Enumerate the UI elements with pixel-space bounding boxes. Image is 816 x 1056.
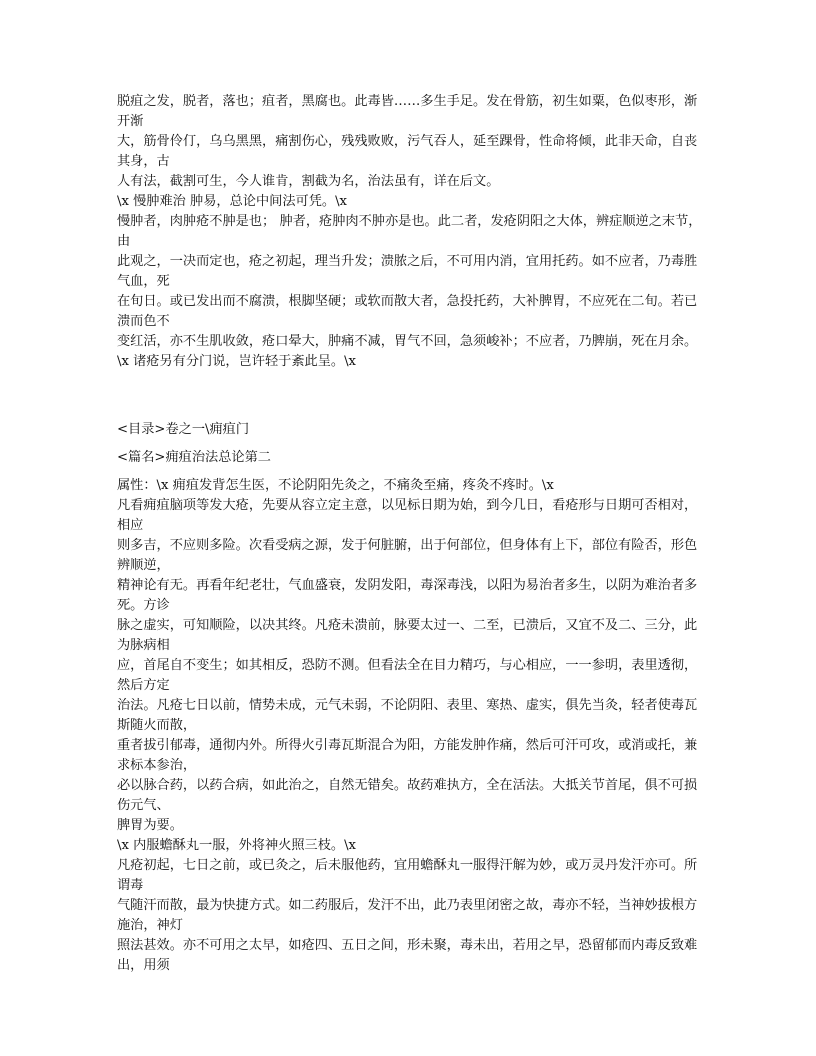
catalog-heading: <目录>卷之一\痈疽门 — [117, 422, 250, 437]
chapter-heading: <篇名>痈疽治法总论第二 — [117, 450, 271, 465]
text-line: 应，首尾自不变生；如其相反，恐防不测。但看法全在目力精巧，与心相应，一一参明，表里透彻，然后方定 — [117, 658, 698, 693]
verse-line: \x 诸疮另有分门说，岂许轻于紊此呈。\x — [117, 354, 356, 369]
text-line: 变红活，亦不生肌收敛，疮口晕大，肿痛不减，胃气不回，急须峻补；不应者，乃脾崩，死在月余。 — [117, 334, 698, 349]
text-line: 则多吉，不应则多险。次看受病之源，发于何脏腑，出于何部位，但身体有上下，部位有险否，形色辨顺逆， — [117, 538, 698, 573]
text-line: 脾胃为要。 — [117, 818, 183, 833]
text-line: 重者拔引郁毒，通彻内外。所得火引毒瓦斯混合为阳，方能发肿作痛，然后可汗可攻，或消或托，兼求标本参治， — [117, 738, 698, 773]
section-tuoju — [117, 92, 703, 372]
attribute-line: 属性：\x 痈疽发背怎生医，不论阴阳先灸之，不痛灸至痛，疼灸不疼时。\x — [117, 478, 554, 493]
text-line: 此观之，一决而定也，疮之初起，理当升发；溃脓之后，不可用内消，宜用托药。如不应者，乃毒胜气血，死 — [117, 254, 698, 289]
text-line: 凡疮初起，七日之前，或已灸之，后未服他药，宜用蟾酥丸一服得汗解为妙，或万灵丹发汗亦可。所谓毒 — [117, 858, 698, 893]
text-line: 脉之虚实，可知顺险，以决其终。凡疮未溃前，脉要太过一、二至，已溃后，又宜不及二、三分，此为脉病相 — [117, 618, 698, 653]
document-page — [117, 92, 703, 976]
text-line: 慢肿者，肉肿疮不肿是也； 肿者，疮肿肉不肿亦是也。此二者，发疮阴阳之大体，辨症顺逆之末节，由 — [117, 214, 702, 249]
section-gap — [117, 372, 703, 420]
text-line: 精神论有无。再看年纪老壮，气血盛衰，发阴发阳，毒深毒浅，以阳为易治者多生，以阴为难治者多死。方诊 — [117, 578, 698, 613]
text-line: 照法甚效。亦不可用之太早，如疮四、五日之间，形未聚，毒未出，若用之早，恐留郁而内毒反致难出，用须 — [117, 938, 698, 973]
text-line: 脱疽之发，脱者，落也；疽者，黑腐也。此毒皆……多生手足。发在骨筋，初生如粟，色似枣形，渐开渐 — [117, 94, 698, 129]
text-line: 凡看痈疽脑项等发大疮，先要从容立定主意，以见标日期为始，到今几日，看疮形与日期可否相对，相应 — [117, 498, 698, 533]
text-line: 气随汗而散，最为快捷方式。如二药服后，发汗不出，此乃表里闭密之故，毒亦不轻，当神妙拔根方施治，神灯 — [117, 898, 698, 933]
heading-gap — [117, 440, 703, 448]
text-line: 治法。凡疮七日以前，情势未成，元气未弱，不论阴阳、表里、寒热、虚实，俱先当灸，轻者使毒瓦斯随火而散， — [117, 698, 698, 733]
verse-line: \x 内服蟾酥丸一服，外将神火照三枝。\x — [117, 838, 356, 853]
text-line: 大，筋骨伶仃，乌乌黑黑，痛割伤心，残残败败，污气吞人，延至踝骨，性命将倾，此非天命，自丧其身，古 — [117, 134, 698, 169]
verse-line: \x 慢肿难治 肿易，总论中间法可凭。\x — [117, 194, 347, 209]
section-general-treatment — [117, 476, 703, 976]
text-line: 必以脉合药，以药合病，如此治之，自然无错矣。故药难执方，全在活法。大抵关节首尾，俱不可损伤元气、 — [117, 778, 698, 813]
heading-gap — [117, 468, 703, 476]
text-line: 人有法，截割可生，今人谁肯，割截为名，治法虽有，详在后文。 — [117, 174, 500, 189]
text-line: 在旬日。或已发出而不腐溃，根脚坚硬；或软而散大者，急投托药，大补脾胃，不应死在二旬。若已溃而色不 — [117, 294, 698, 329]
